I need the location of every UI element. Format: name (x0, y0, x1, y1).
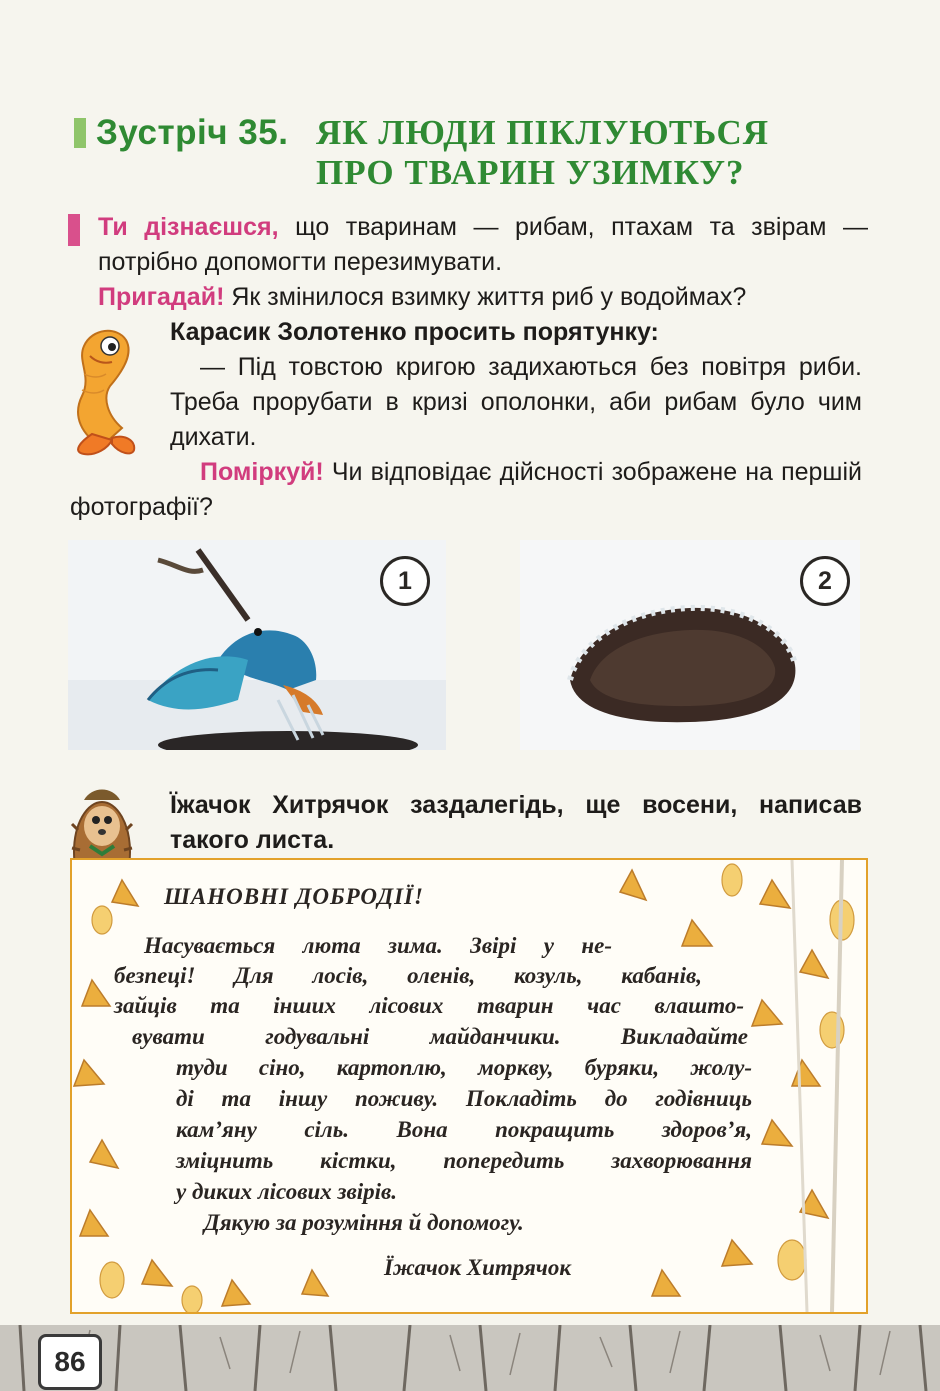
think-label: Поміркуй! (200, 458, 324, 486)
letter-signature: Їжачок Хитрячок (384, 1255, 572, 1280)
think-text: Чи відповідає дійсності зображене на першій фотографії? (70, 458, 862, 521)
intro-text: що тваринам — рибам, птахам та звірам — потрібно допомогти перезимувати. (98, 213, 868, 276)
intro-marker (68, 214, 80, 246)
lesson-title-line1: ЯК ЛЮДИ ПІКЛУЮТЬСЯ (316, 113, 770, 152)
letter-line: туди сіно, картоплю, моркву, буряки, жолу- (176, 1055, 752, 1080)
letter-line: зміцнить кістки, попередить захворювання (176, 1148, 752, 1173)
letter-line: Насувається люта зима. Звірі у не- (144, 933, 612, 958)
letter-frame (70, 858, 868, 1314)
letter-greeting: ШАНОВНІ ДОБРОДІЇ! (164, 884, 424, 909)
photo-number-2: 2 (800, 556, 850, 606)
letter-line: кам’яну сіль. Вона покращить здоров’я, (176, 1117, 752, 1142)
lesson-title-line2: ПРО ТВАРИН УЗИМКУ? (316, 153, 745, 192)
intro-label: Ти дізнаєшся, (98, 213, 279, 241)
letter-line: у диких лісових звірів. (176, 1179, 398, 1204)
hedgehog-intro: Їжачок Хитрячок заздалегідь, ще восени, написав такого листа. (170, 791, 862, 854)
page-number: 86 (38, 1334, 102, 1390)
winter-forest-strip (0, 1325, 940, 1391)
goldfish-illustration (62, 316, 142, 456)
letter-thanks: Дякую за розуміння й допомогу. (204, 1210, 524, 1235)
lesson-number: Зустріч 35. (96, 113, 289, 152)
fish-speech: — Під товстою кригою задихаються без повітря риби. Треба прорубати в кризі ополонки, аби рибам було чим дихати. (170, 353, 862, 451)
think-paragraph (70, 455, 862, 525)
letter-line: ді та іншу поживу. Покладіть до годівниць (176, 1086, 752, 1111)
remember-paragraph (98, 280, 898, 315)
title-marker (74, 118, 86, 148)
remember-label: Пригадай! (98, 283, 225, 311)
letter-line: вувати годувальні майданчики. Викладайте (132, 1024, 748, 1049)
photo-number-1: 1 (380, 556, 430, 606)
letter-line: зайців та інших лісових тварин час влашто- (114, 993, 744, 1018)
remember-text: Як змінилося взимку життя риб у водоймах? (231, 283, 747, 311)
fish-heading: Карасик Золотенко просить порятунку: (170, 318, 659, 346)
letter-line: безпеці! Для лосів, оленів, козуль, кабанів, (114, 963, 702, 988)
intro-paragraph (98, 210, 868, 280)
